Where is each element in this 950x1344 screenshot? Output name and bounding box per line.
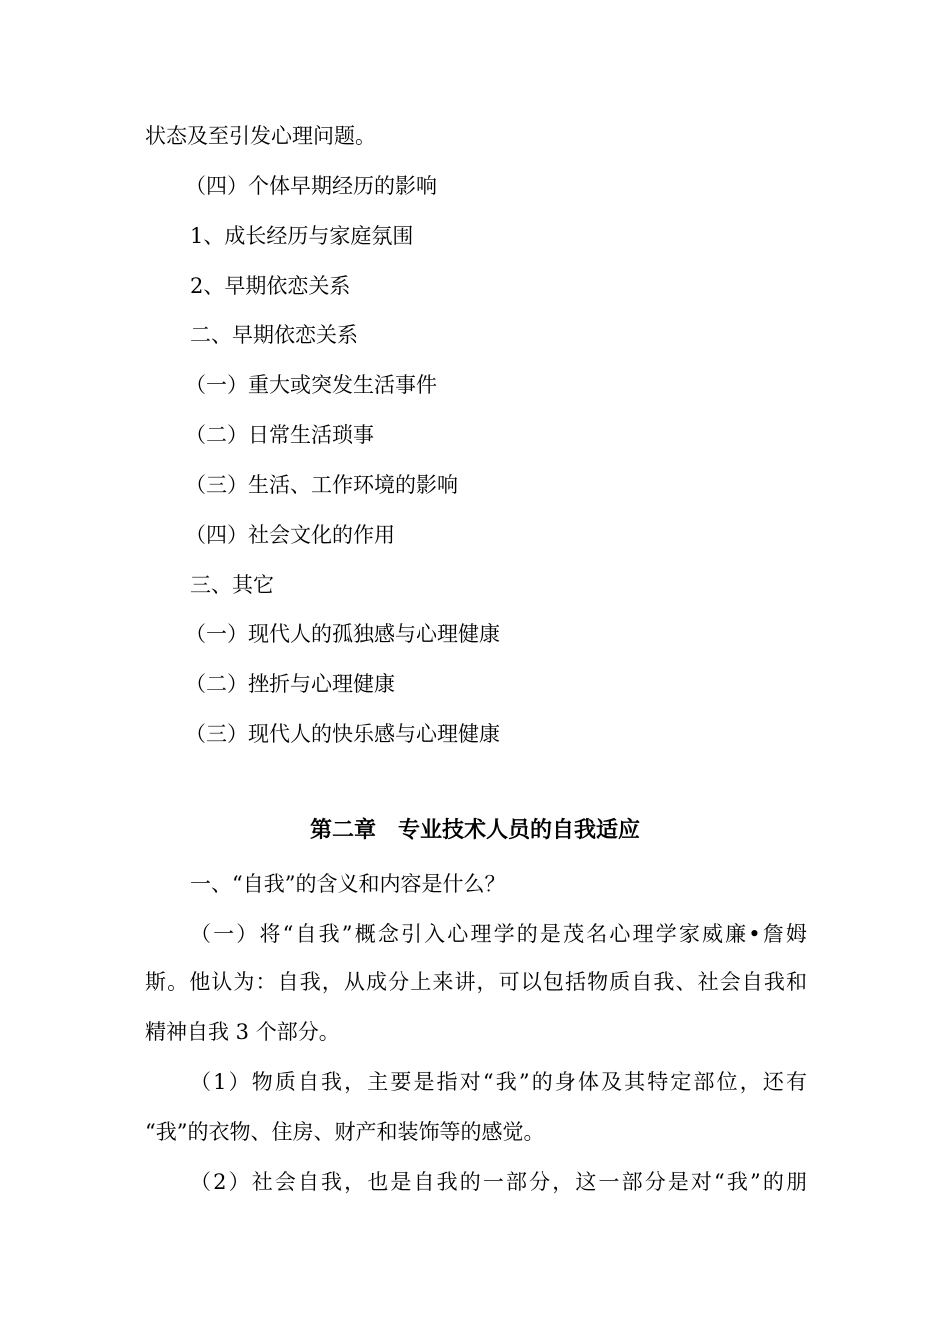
- paragraph-line: 斯。他认为：自我，从成分上来讲，可以包括物质自我、社会自我和: [145, 970, 807, 994]
- chapter-heading: 第二章 专业技术人员的自我适应: [309, 818, 640, 843]
- subsection-heading: （二）挫折与心理健康: [185, 672, 395, 696]
- subsection-heading: （四）社会文化的作用: [185, 523, 395, 547]
- subsection-heading: （二）日常生活琐事: [185, 423, 374, 447]
- list-item: 1、成长经历与家庭氛围: [190, 224, 414, 248]
- subsection-heading: （四）个体早期经历的影响: [185, 174, 437, 198]
- section-heading: 二、早期依恋关系: [190, 323, 358, 347]
- subsection-heading: （一）重大或突发生活事件: [185, 373, 437, 397]
- subsection-heading: （一）现代人的孤独感与心理健康: [185, 622, 500, 646]
- subsection-heading: （三）现代人的快乐感与心理健康: [185, 722, 500, 746]
- section-heading: 三、其它: [190, 573, 274, 597]
- paragraph-line: （2）社会自我，也是自我的一部分，这一部分是对“我”的朋: [190, 1170, 807, 1194]
- section-question: 一、“自我”的含义和内容是什么？: [190, 872, 506, 896]
- paragraph-line: “我”的衣物、住房、财产和装饰等的感觉。: [145, 1120, 545, 1144]
- paragraph-line: 精神自我 3 个部分。: [145, 1020, 340, 1044]
- list-item: 2、早期依恋关系: [190, 274, 351, 298]
- paragraph-line: （一）将“自我”概念引入心理学的是茂名心理学家威廉•詹姆: [190, 922, 807, 946]
- paragraph-line: （1）物质自我，主要是指对“我”的身体及其特定部位，还有: [190, 1070, 807, 1094]
- text-line: 状态及至引发心理问题。: [145, 124, 376, 148]
- subsection-heading: （三）生活、工作环境的影响: [185, 473, 458, 497]
